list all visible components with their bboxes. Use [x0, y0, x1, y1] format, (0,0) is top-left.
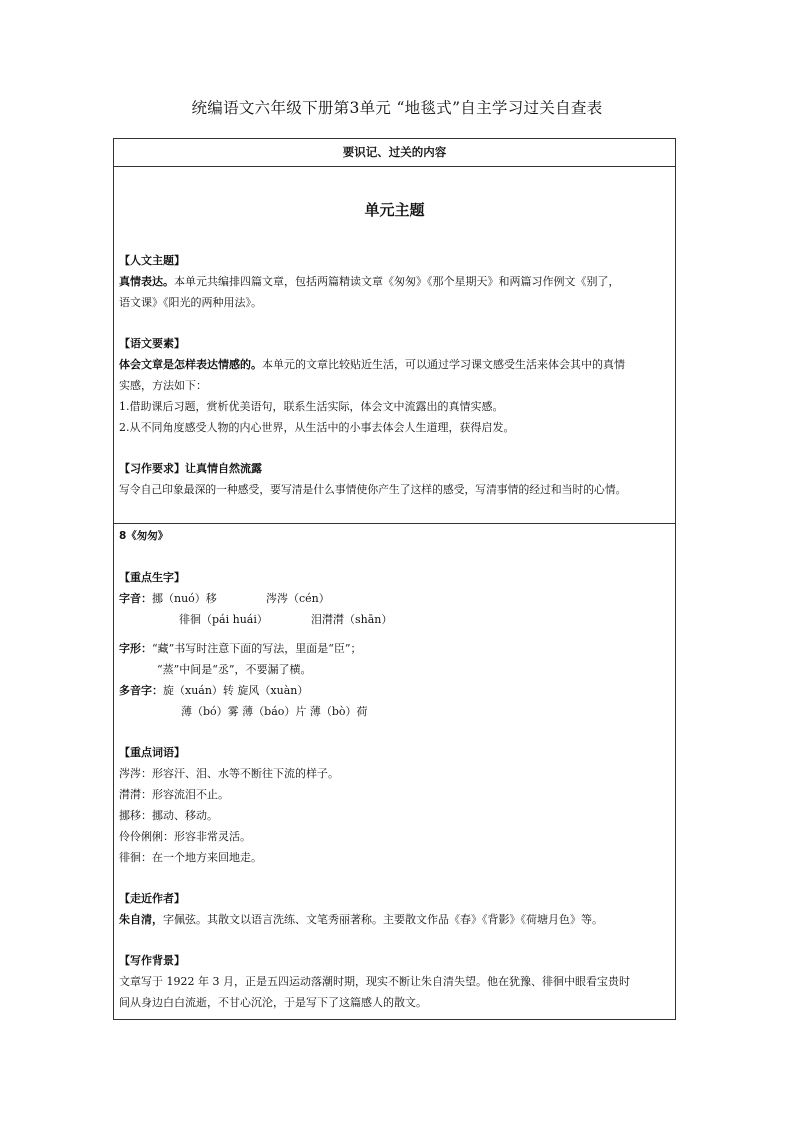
- background-section: [114, 950, 675, 1013]
- document-title: 统编语文六年级下册第3单元 “地毯式”自主学习过关自查表: [191, 99, 603, 117]
- background-line1: 文章写于 1922 年 3 月，正是五四运动落潮时期，现实不断让朱自清失望。他在犹豫、徘徊中眼看宝贵时: [119, 975, 630, 988]
- section-label: 【重点生字】: [119, 571, 185, 584]
- self-check-table: [113, 138, 676, 1020]
- language-line1: 体会文章是怎样表达情感的。本单元的文章比较贴近生活，可以通过学习课文感受生活来体会其中的真情: [119, 358, 625, 371]
- word-item: 伶伶俐俐：形容非常灵活。: [119, 830, 251, 843]
- humanities-line1: 真情表达。本单元共编排四篇文章，包括两篇精读文章《匆匆》《那个星期天》和两篇习作例文《别了，: [119, 275, 620, 288]
- humanities-line2: 语文课》《阳光的两种用法》。: [119, 296, 262, 309]
- author-line: 朱自清，字佩弦。其散文以语言洗练、文笔秀丽著称。主要散文作品《春》《背影》《荷塘月色》等。: [119, 913, 603, 926]
- shape-line2: “蒸”中间是“丞”，不要漏了横。: [157, 663, 312, 676]
- pronunciation-line1: 字音：挪（nuó）移 涔涔（cén）: [119, 592, 330, 605]
- unit-theme-heading: 单元主题: [364, 201, 425, 219]
- table-header: 要识记、过关的内容: [114, 139, 675, 167]
- section-label: 【重点词语】: [119, 746, 185, 759]
- author-section: [114, 888, 675, 930]
- language-point1: 1.借助课后习题，赏析优美语句，联系生活实际，体会文中流露出的真情实感。: [119, 400, 504, 413]
- section-label: 【走近作者】: [119, 892, 185, 905]
- section-label: 【语文要素】: [119, 337, 185, 350]
- word-item: 徘徊：在一个地方来回地走。: [119, 851, 262, 864]
- writing-section: [114, 458, 675, 500]
- writing-heading: 【习作要求】让真情自然流露: [119, 462, 262, 475]
- section-label: 【人文主题】: [119, 254, 185, 267]
- word-item: 潸潸：形容流泪不止。: [119, 788, 229, 801]
- unit-theme-cell: [114, 167, 675, 524]
- key-chars-section: [114, 567, 675, 722]
- humanities-section: [114, 250, 675, 313]
- polyphone-line1: 多音字：旋（xuán）转 旋风（xuàn）: [119, 684, 309, 697]
- lesson-cell: [114, 524, 675, 1013]
- key-words-section: [114, 742, 675, 868]
- section-label: 【写作背景】: [119, 954, 185, 967]
- shape-line1: 字形：“藏”书写时注意下面的写法，里面是“臣”；: [119, 642, 362, 655]
- language-section: [114, 333, 675, 438]
- writing-line1: 写令自己印象最深的一种感受，要写清是什么事情使你产生了这样的感受，写清事情的经过和当时的心情。: [119, 483, 627, 496]
- polyphone-line2: 薄（bó）雾 薄（báo）片 薄（bò）荷: [181, 705, 368, 718]
- background-line2: 间从身边白白流逝，不甘心沉沦，于是写下了这篇感人的散文。: [119, 996, 427, 1009]
- language-point2: 2.从不同角度感受人物的内心世界，从生活中的小事去体会人生道理，获得启发。: [119, 421, 515, 434]
- word-item: 挪移：挪动、移动。: [119, 809, 218, 822]
- word-item: 涔涔：形容汗、泪、水等不断往下流的样子。: [119, 767, 339, 780]
- language-line2: 实感，方法如下：: [119, 379, 207, 392]
- pronunciation-line2: 徘徊（pái huái） 泪潸潸（shān）: [179, 613, 393, 626]
- lesson-title: 8《匆匆》: [119, 530, 169, 542]
